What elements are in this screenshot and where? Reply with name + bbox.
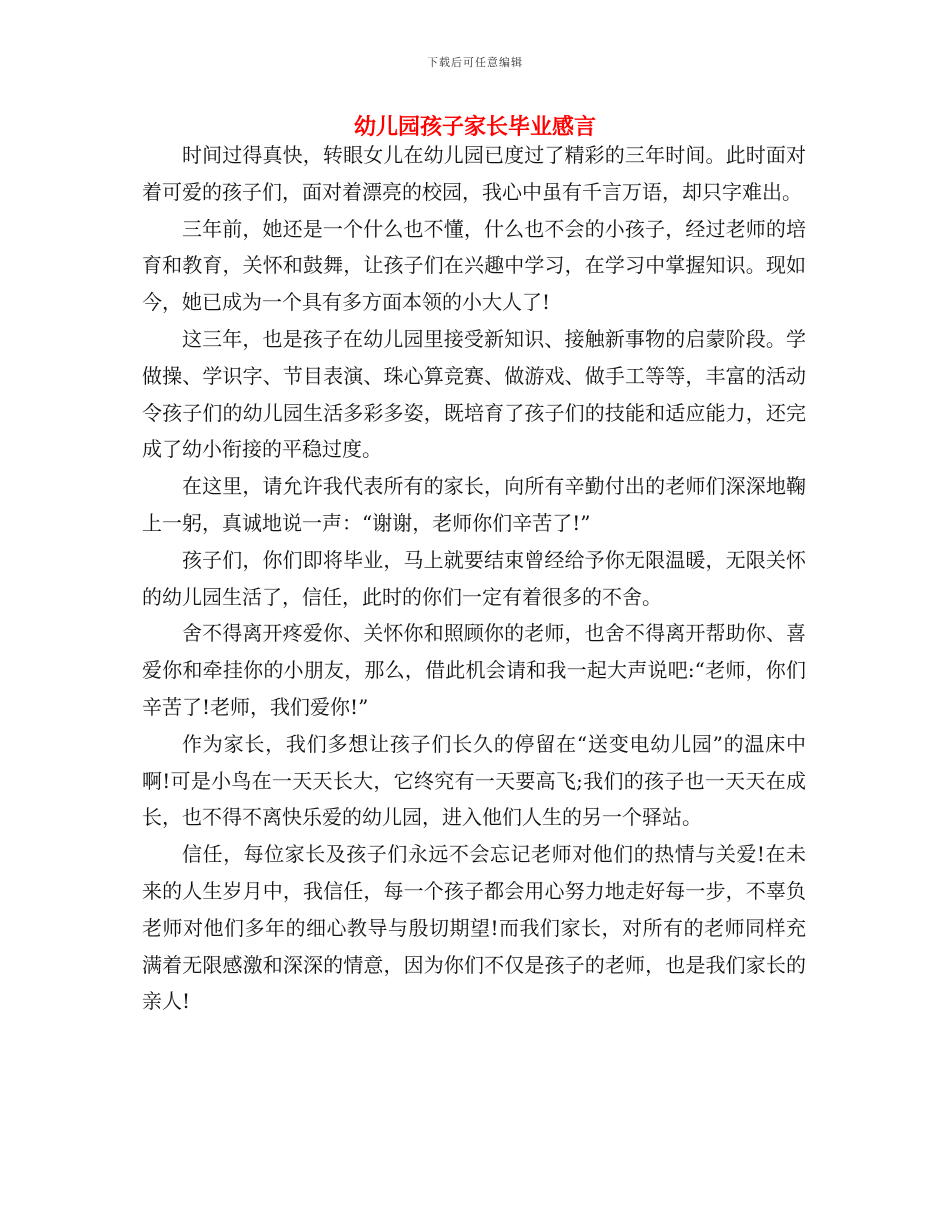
paragraph: 舍不得离开疼爱你、关怀你和照顾你的老师，也舍不得离开帮助你、喜爱你和牵挂你的小朋友，那么，借此机会请和我一起大声说吧:“老师，你们辛苦了!老师，我们爱你!” [142, 621, 806, 719]
paragraph: 信任，每位家长及孩子们永远不会忘记老师对他们的热情与关爱!在未来的人生岁月中，我信任，每一个孩子都会用心努力地走好每一步，不辜负老师对他们多年的细心教导与殷切期望!而我们家长，对所有的老师同样充满着无限感激和深深的情意，因为你们不仅是孩子的老师，也是我们家长的亲人! [142, 842, 806, 1014]
paragraph: 在这里，请允许我代表所有的家长，向所有辛勤付出的老师们深深地鞠上一躬，真诚地说一声：“谢谢，老师你们辛苦了!” [142, 474, 806, 535]
document-body [142, 137, 806, 1020]
header-note: 下载后可任意编辑 [427, 56, 523, 69]
paragraph: 作为家长，我们多想让孩子们长久的停留在“送变电幼儿园”的温床中啊!可是小鸟在一天天长大，它终究有一天要高飞;我们的孩子也一天天在成长，也不得不离快乐爱的幼儿园，进入他们人生的另一个驿站。 [142, 731, 806, 830]
paragraph: 孩子们，你们即将毕业，马上就要结束曾经给予你无限温暖，无限关怀的幼儿园生活了，信任，此时的你们一定有着很多的不舍。 [142, 547, 806, 609]
paragraph: 这三年，也是孩子在幼儿园里接受新知识、接触新事物的启蒙阶段。学做操、学识字、节目表演、珠心算竞赛、做游戏、做手工等等，丰富的活动令孩子们的幼儿园生活多彩多姿，既培育了孩子们的技能和适应能力，还完成了幼小衔接的平稳过度。 [142, 326, 806, 462]
paragraph: 三年前，她还是一个什么也不懂，什么也不会的小孩子，经过老师的培育和教育，关怀和鼓舞，让孩子们在兴趣中学习，在学习中掌握知识。现如今，她已成为一个具有多方面本领的小大人了! [142, 216, 806, 315]
page-title: 幼儿园孩子家长毕业感言 [353, 114, 596, 140]
paragraph: 时间过得真快，转眼女儿在幼儿园已度过了精彩的三年时间。此时面对着可爱的孩子们，面对着漂亮的校园，我心中虽有千言万语，却只字难出。 [142, 143, 806, 204]
